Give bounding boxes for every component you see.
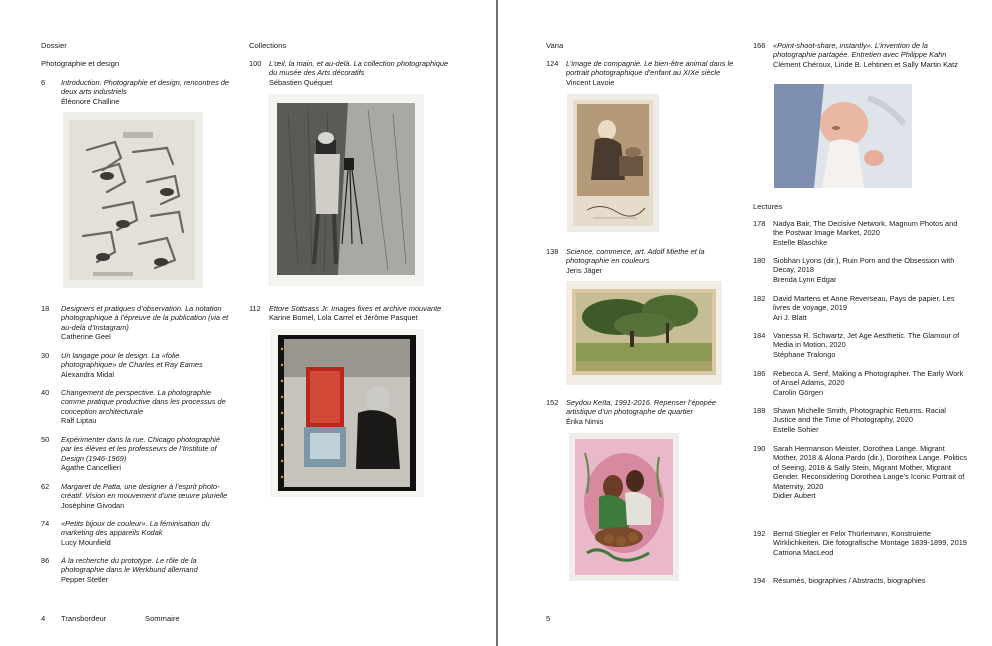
entry-title: Seydou Keïta, 1991-2016. Repenser l’épopée artistique d’un photographe de quartier <box>566 398 716 417</box>
entry-author: Catherine Geel <box>61 332 111 342</box>
dossier-subheading: Photographie et design <box>41 59 120 68</box>
footer-page-number: 4 <box>41 614 46 623</box>
entry-title: Margaret de Patta, une designer à l’esprit photo-créatif. Vision en mouvement d’une œuvre plurielle <box>61 482 228 501</box>
entry-author: Agathe Cancellieri <box>61 463 121 473</box>
entry-title: Designers et pratiques d’observation. La notation photographique à l’épreuve de la publication (via et au-delà d’Instagram) <box>61 304 229 332</box>
page-number: 192 <box>753 529 766 538</box>
varia-photo-landscape <box>566 281 722 385</box>
page-number: 74 <box>41 519 50 528</box>
entry-author: Joséphine Givodan <box>61 500 125 510</box>
page-number: 124 <box>546 59 559 68</box>
page-number: 188 <box>753 406 766 415</box>
entry-title: Expérimenter dans la rue. Chicago photographié par les élèves et les professeurs de l’Institute of Design (1946-1969) <box>61 435 220 463</box>
review-reference: Bernd Stiegler et Felix Thürlemann, Konstruierte Wirklichkeiten. Die fotografische Montage 1839-1899, 2019 <box>773 529 967 548</box>
review-reference: David Martens et Anne Reverseau, Pays de papier. Les livres de voyage, 2019 <box>773 294 955 313</box>
review-author: Stéphane Tralongo <box>773 349 836 359</box>
page-number: 186 <box>753 369 766 378</box>
entry-title: Introduction. Photographie et design, rencontres de deux arts industriels <box>61 78 230 97</box>
review-author: Estelle Blaschke <box>773 237 828 247</box>
entry-author: Lucy Mounfield <box>61 537 111 547</box>
review-reference: Siobhan Lyons (dir.), Ruin Porn and the Obsession with Decay, 2018 <box>773 256 955 275</box>
dossier-photo-chairs <box>63 112 203 288</box>
dossier-heading: Dossier <box>41 41 67 50</box>
entry-author: Karine Bomel, Lola Carrel et Jérôme Pasquet <box>269 313 418 323</box>
entry-author: Éléonore Challine <box>61 96 120 106</box>
page-number: 178 <box>753 219 766 228</box>
varia-photo-keita <box>569 433 679 581</box>
entry-title: Science, commerce, art. Adolf Miethe et la photographie en couleurs <box>566 247 705 266</box>
entry-title: Un langage pour le design. La «folie photographique» de Charles et Ray Eames <box>61 351 203 370</box>
review-author: Carolin Görgen <box>773 387 824 397</box>
entry-title: L’image de compagnie. Le bien-être animal dans le portrait photographique d’enfant au XIXe siècle <box>566 59 734 78</box>
collections-heading: Collections <box>249 41 287 50</box>
entry-author: Pepper Stetler <box>61 574 109 584</box>
varia-heading: Varia <box>546 41 564 50</box>
page-number: 182 <box>753 294 766 303</box>
page-number: 166 <box>753 41 766 50</box>
entry-title: L’œil, la main, et au-delà. La collection photographique du musée des Arts décoratifs <box>269 59 449 78</box>
entry-title: À la recherche du prototype. Le rôle de la photographie dans le Werkbund allemand <box>61 556 198 575</box>
page-number: 138 <box>546 247 559 256</box>
collections-photo-photographer <box>268 94 424 286</box>
varia-photo-child-portrait <box>567 94 659 232</box>
entry-author: Sébastien Quéquet <box>269 77 333 87</box>
entry-author: Alexandra Midal <box>61 369 114 379</box>
page-number: 40 <box>41 388 50 397</box>
page-number: 180 <box>753 256 766 265</box>
varia-photo-newborn <box>774 84 912 188</box>
review-author: Catriona MacLeod <box>773 547 834 557</box>
review-reference: Nadya Bair, The Decisive Network. Magnum Photos and the Postwar Image Market, 2020 <box>773 219 958 238</box>
review-author: Ari J. Blatt <box>773 312 807 322</box>
lectures-heading: Lectures <box>753 202 783 211</box>
page-number: 152 <box>546 398 559 407</box>
entry-author: Érika Nimis <box>566 416 604 426</box>
review-reference: Sarah Hermanson Meister, Dorothea Lange. Migrant Mother, 2018 & Alona Pardo (dir.), Dorothea Lange. Politics of Seeing, 2018 & Sally Stein, Migrant Mother, Migrant Gender. Reconsidering Dorothea Lange’s Iconic Portrait of Maternity, 2020 <box>773 444 967 491</box>
review-author: Didier Aubert <box>773 491 816 501</box>
collections-photo-sottsass <box>270 329 424 497</box>
entry-title: Ettore Sottsass Jr. Images fixes et archive mouvante <box>269 304 442 313</box>
page-number: 112 <box>249 304 261 313</box>
review-reference: Résumés, biographies / Abstracts, biographies <box>773 576 926 585</box>
entry-author: Ralf Liptau <box>61 416 97 426</box>
page-number: 100 <box>249 59 262 68</box>
entry-title: «Petits bijoux de couleur». La féminisation du marketing des appareils Kodak <box>61 519 210 538</box>
entry-author: Clément Chéroux, Linde B. Lehtinen et Sally Martin Katz <box>773 59 958 69</box>
page-number: 18 <box>41 304 50 313</box>
review-reference: Rebecca A. Senf, Making a Photographer. The Early Work of Ansel Adams, 2020 <box>773 369 964 388</box>
page-number: 62 <box>41 482 50 491</box>
page-number: 190 <box>753 444 766 453</box>
review-author: Brenda Lynn Edgar <box>773 274 837 284</box>
page-number: 184 <box>753 331 766 340</box>
entry-title: Changement de perspective. La photographie comme pratique productive dans les processus de conception architecturale <box>61 388 226 416</box>
entry-author: Vincent Lavoie <box>566 77 615 87</box>
entry-author: Jens Jäger <box>566 265 603 275</box>
footer-page-number: 5 <box>546 614 551 623</box>
page-number: 50 <box>41 435 50 444</box>
review-author: Estelle Sohier <box>773 424 819 434</box>
page-number: 86 <box>41 556 50 565</box>
review-reference: Shawn Michelle Smith, Photographic Returns. Racial Justice and the Time of Photography, 2020 <box>773 406 946 425</box>
right-page <box>498 0 992 646</box>
page-number: 6 <box>41 78 46 87</box>
review-reference: Vanessa R. Schwartz, Jet Age Aesthetic. The Glamour of Media in Motion, 2020 <box>773 331 960 350</box>
page-number: 30 <box>41 351 50 360</box>
page-number: 194 <box>753 576 766 585</box>
entry-title: «Point-shoot-share, instantly». L’invention de la photographie partagée. Entretien avec Philippe Kahn <box>773 41 947 60</box>
footer-journal: Transbordeur <box>61 614 107 623</box>
footer-section: Sommaire <box>145 614 180 623</box>
